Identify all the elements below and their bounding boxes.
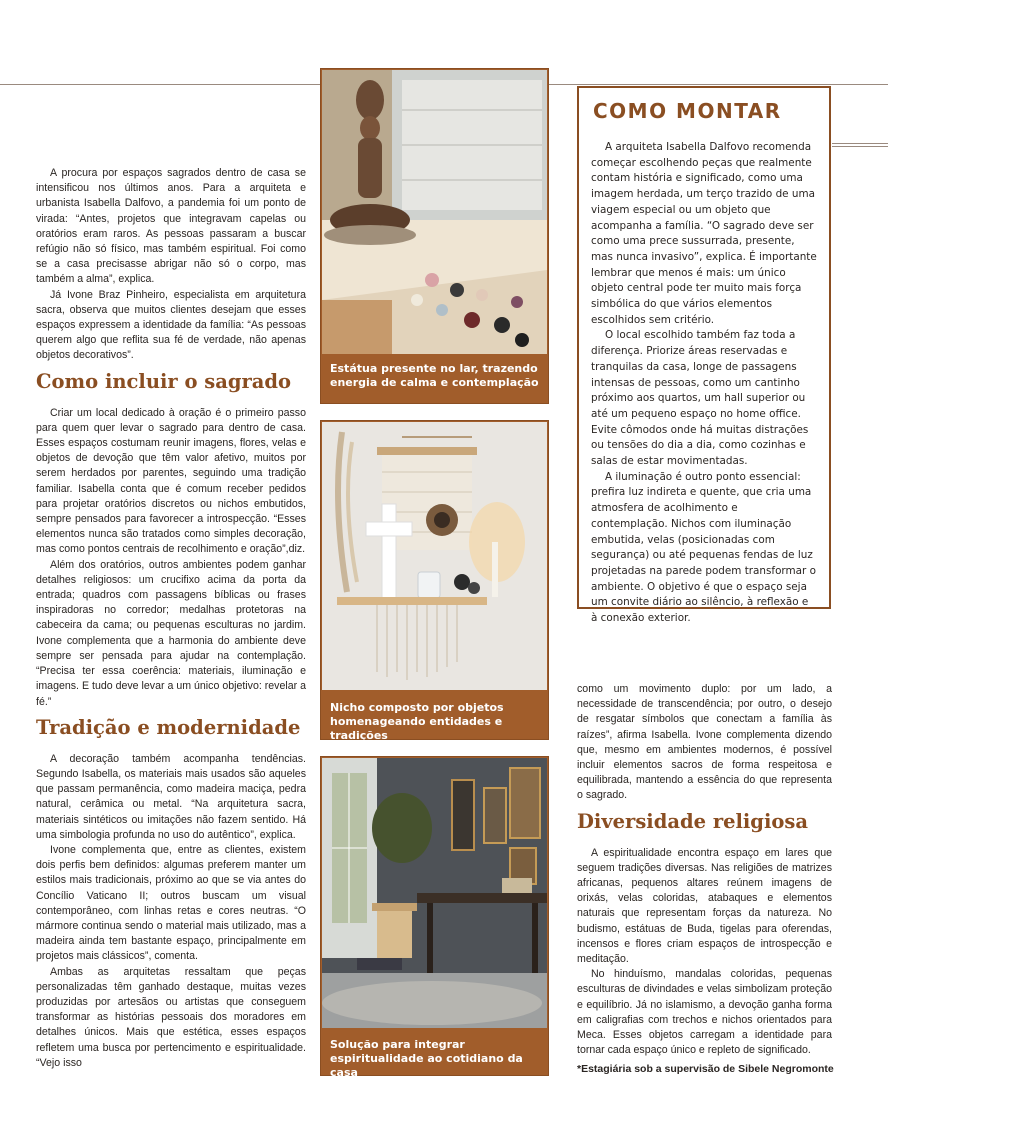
paragraph: A espiritualidade encontra espaço em lares que seguem tradições diversas. Nas religiões de matrizes africanas, pequenos altares reúnem imagens de orixás, velas coloridas, atabaques e elementos naturais que representam forças da natureza. No budismo, estátuas de Buda, tigelas para oferendas, incensos e flores criam espaços de introspecção e meditação. xyxy=(577,846,832,966)
box-heading: COMO MONTAR xyxy=(593,99,782,123)
niche-image xyxy=(322,422,547,690)
caption-niche: Nicho composto por objetos homenageando entidades e tradições xyxy=(330,701,504,742)
caption-statue: Estátua presente no lar, trazendo energia de calma e contemplação xyxy=(330,362,539,389)
footnote: *Estagiária sob a supervisão de Sibele Negromonte xyxy=(577,1063,834,1075)
intro-paragraph: Já Ivone Braz Pinheiro, especialista em arquitetura sacra, observa que muitos clientes desejam que esses espaços expressem a identidade da família: “As pessoas querem algo que reflita sua fé de verdade, não apenas objetos decorativos”. xyxy=(36,288,306,362)
caption-room: Solução para integrar espiritualidade ao cotidiano da casa xyxy=(330,1038,523,1079)
box-paragraph: A arquiteta Isabella Dalfovo recomenda começar escolhendo peças que realmente contam história e significado, como uma imagem herdada, um terço trazido de uma viagem especial ou um objeto que acompanha a família. “O sagrado deve ser como uma prece sussurrada, presente, mas nunca invasivo”, explica. É importante lembrar que menos é mais: um único objeto central pode ter muito mais força simbólica do que vários elementos escolhidos sem critério. xyxy=(591,141,817,326)
paragraph: A decoração também acompanha tendências. Segundo Isabella, os materiais mais usados são aqueles que passam permanência, como madeira maciça, pedra natural, cerâmica ou metal. “Na arquitetura sacra, materiais sintéticos ou imitações não fazem sentido. Há uma simbologia profunda no uso do autêntico”, explica. xyxy=(36,752,306,841)
paragraph: No hinduísmo, mandalas coloridas, pequenas esculturas de divindades e velas simbolizam proteção e equilíbrio. Já no islamismo, a devoção ganha forma em caligrafias com trechos e nichos orientados para Meca. Esses objetos carregam a identidade para tornar cada espaço único e repleto de significado. xyxy=(577,968,832,1057)
box-rule-right-2 xyxy=(832,146,888,147)
room-image xyxy=(322,758,547,1028)
section-heading-diversidade: Diversidade religiosa xyxy=(577,809,808,833)
photo-statue xyxy=(320,68,549,404)
top-rule-left xyxy=(0,84,320,85)
photo-niche xyxy=(320,420,549,740)
statue-image xyxy=(322,70,547,354)
top-rule-right xyxy=(549,84,888,85)
section-heading-incluir: Como incluir o sagrado xyxy=(36,369,292,393)
photo-room xyxy=(320,756,549,1079)
box-paragraph: A iluminação é outro ponto essencial: prefira luz indireta e quente, que cria uma atmosfera de acolhimento e contemplação. Nichos com iluminação embutida, velas (posicionadas com segurança) ou até pequenas fendas de luz projetadas na parede podem transformar o ambiente. O objetivo é que o espaço seja um convite diário ao silêncio, à reflexão e à conexão exterior. xyxy=(591,470,816,625)
paragraph: Ivone complementa que, entre as clientes, existem dois perfis bem definidos: algumas preferem manter um estilos mais tradicionais, próximo ao que se via antes do Concílio Vaticano II; outros buscam um visual contemporâneo, com linhas retas e cores neutras. “O mármore continua sendo o material mais utilizado, mas a madeira ainda tem bastante espaço, principalmente em projetos mais clássicos”, comenta. xyxy=(36,843,306,963)
box-rule-right xyxy=(832,143,888,144)
paragraph: Além dos oratórios, outros ambientes podem ganhar detalhes religiosos: um crucifixo acima da porta da entrada; quadros com passagens bíblicas ou frases inspiradoras no corredor; medalhas protetoras na cabeceira da cama; ou pequenas esculturas no jardim. Ivone complementa que a harmonia do ambiente deve sempre ser pensada para ajudar na contemplação. “Precisa ter essa coerência: materiais, iluminação e imagens. E tudo deve levar a um único objetivo: revelar a fé.” xyxy=(36,558,306,708)
paragraph: Criar um local dedicado à oração é o primeiro passo para quem quer levar o sagrado para dentro de casa. Esses espaços costumam reunir imagens, flores, velas e objetos de devoção que têm valor afetivo, muitos por serem herdados por parentes, seguindo uma tradição familiar. Isabella conta que é comum receber pedidos para projetar oratórios discretos ou nichos embutidos, sempre pensados para favorecer a introspecção. “Esses elementos nunca são tratados como simples decoração, mas como pontos centrais de recolhimento e oração”,diz. xyxy=(36,406,306,556)
section-heading-tradicao: Tradição e modernidade xyxy=(36,715,301,739)
intro-paragraph: A procura por espaços sagrados dentro de casa se intensificou nos últimos anos. Para a arquiteta e urbanista Isabella Dalfovo, a pandemia foi um ponto de virada: “Antes, projetos que integravam capelas ou oratórios eram raros. As pessoas passaram a buscar refúgio não só físico, mas também espiritual. Foi como se a casa precisasse abrigar não só o corpo, mas também a alma”, explica. xyxy=(36,167,306,286)
continuation-paragraph: como um movimento duplo: por um lado, a necessidade de transcendência; por outro, o desejo de resgatar símbolos que conectam a família às raízes”, afirma Isabella. Ivone complementa dizendo que, mesmo em ambientes modernos, é possível incluir elementos sacros de forma respeitosa e equilibrada, mantendo a essência do que representa o sagrado. xyxy=(577,683,832,802)
right-column xyxy=(577,682,832,1058)
left-column xyxy=(36,166,306,1071)
sidebar-box-como-montar xyxy=(577,86,831,625)
box-paragraph: O local escolhido também faz toda a diferença. Priorize áreas reservadas e tranquilas da casa, longe de passagens intensas de pessoas, como um cantinho próximo aos quartos, um hall superior ou até um pequeno espaço no home office. Evite cômodos onde há muitas distrações ou tensões do dia a dia, como cozinhas e salas de estar movimentadas. xyxy=(591,329,809,468)
paragraph: Ambas as arquitetas ressaltam que peças personalizadas têm ganhado destaque, muitas vezes produzidas por artesãos ou artistas que conseguem transformar as histórias pessoais dos moradores em detalhes únicos. Mais que estética, esses espaços refletem uma busca por pertencimento e espiritualidade. “Vejo isso xyxy=(36,965,306,1069)
